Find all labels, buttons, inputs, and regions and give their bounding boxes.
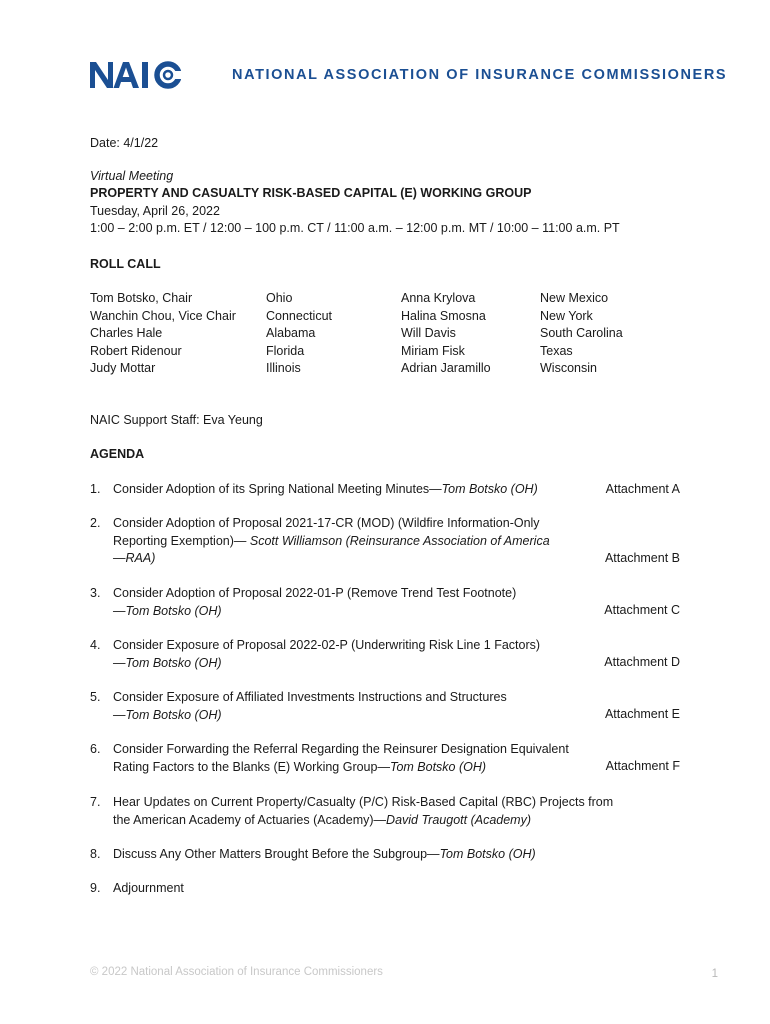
agenda-item-number: 1. [90, 482, 101, 496]
member-name: Anna Krylova [401, 291, 476, 305]
naic-logo [90, 60, 184, 90]
member-name: Wanchin Chou, Vice Chair [90, 308, 236, 323]
roll-call-names-right [401, 290, 491, 378]
meeting-date: Date: 4/1/22 [90, 136, 159, 150]
meeting-type: Virtual Meeting [90, 169, 174, 183]
agenda-item-text: Adjournment [113, 881, 184, 895]
agenda-item-attachment: Attachment A [605, 482, 680, 496]
agenda-item-presenter: Tom Botsko (OH) [439, 847, 536, 861]
agenda-heading: AGENDA [90, 447, 145, 461]
member-name: Charles Hale [90, 326, 163, 340]
member-name: Halina Smosna [401, 308, 486, 323]
agenda-item-presenter: David Traugott (Academy) [386, 812, 532, 827]
agenda-item-number: 5. [90, 690, 101, 704]
member-state: Ohio [266, 291, 293, 305]
footer-copyright: © 2022 National Association of Insurance Commissioners [90, 966, 383, 978]
agenda-item-presenter: —Tom Botsko (OH) [113, 603, 222, 618]
roll-call-heading: ROLL CALL [90, 257, 161, 271]
roll-call-names-left [90, 290, 236, 378]
member-name: Robert Ridenour [90, 343, 182, 358]
meeting-day: Tuesday, April 26, 2022 [90, 204, 220, 218]
member-name: Tom Botsko, Chair [90, 291, 193, 305]
agenda-item-attachment: Attachment B [604, 551, 680, 565]
roll-call-states-left [266, 290, 332, 378]
member-state: Illinois [266, 361, 301, 375]
support-staff: NAIC Support Staff: Eva Yeung [90, 413, 263, 427]
agenda-item-number: 7. [90, 795, 101, 809]
agenda-item-text: Consider Adoption of Proposal 2022-01-P (Remove Trend Test Footnote) —Tom Botsko (OH) [113, 586, 517, 618]
agenda-item-text: Consider Adoption of Proposal 2021-17-CR (MOD) (Wildfire Information-Only Reporting Exemption)— Scott Williamson (Reinsurance Association of America—RAA) [113, 516, 550, 565]
agenda-item-attachment: Attachment F [605, 759, 680, 773]
agenda-item-text: Hear Updates on Current Property/Casualty (P/C) Risk-Based Capital (RBC) Projects from the American Academy of Actuaries (Academy)—David Traugott (Academy) [113, 795, 614, 827]
agenda-item-presenter: —Tom Botsko (OH) [113, 655, 222, 670]
org-name: NATIONAL ASSOCIATION OF INSURANCE COMMISSIONERS [232, 67, 728, 83]
roll-call-states-right [540, 290, 623, 378]
agenda-item-number: 4. [90, 638, 101, 652]
member-state: Connecticut [266, 308, 333, 323]
meeting-title: PROPERTY AND CASUALTY RISK-BASED CAPITAL (E) WORKING GROUP [90, 186, 532, 200]
meeting-times: 1:00 – 2:00 p.m. ET / 12:00 – 100 p.m. CT / 11:00 a.m. – 12:00 p.m. MT / 10:00 – 11:00 a.m. PT [90, 221, 620, 235]
agenda-item-attachment: Attachment C [604, 603, 680, 617]
page-number: 1 [711, 968, 718, 980]
member-state: Alabama [266, 326, 316, 340]
agenda-item-text: Consider Forwarding the Referral Regarding the Reinsurer Designation Equivalent Rating Factors to the Blanks (E) Working Group—Tom Botsko (OH) [113, 742, 569, 774]
agenda-item-text: Consider Exposure of Affiliated Investments Instructions and Structures —Tom Botsko (OH) [113, 690, 507, 722]
agenda-item-number: 8. [90, 847, 101, 861]
agenda-item-presenter: —Tom Botsko (OH) [113, 707, 222, 722]
member-name: Adrian Jaramillo [401, 361, 491, 375]
agenda-item-number: 3. [90, 586, 101, 600]
agenda-item-number: 6. [90, 742, 101, 756]
agenda-item-text: Discuss Any Other Matters Brought Before the Subgroup—Tom Botsko (OH) [113, 847, 536, 861]
member-state: South Carolina [540, 326, 623, 340]
agenda-item-text: Consider Exposure of Proposal 2022-02-P (Underwriting Risk Line 1 Factors) —Tom Botsko (OH) [113, 638, 541, 670]
agenda-item-number: 2. [90, 516, 101, 530]
member-state: New Mexico [540, 291, 609, 305]
member-name: Will Davis [401, 326, 456, 340]
agenda-item-presenter: Tom Botsko (OH) [389, 759, 487, 774]
agenda-item-number: 9. [90, 881, 101, 895]
member-name: Judy Mottar [90, 361, 156, 375]
agenda-item-attachment: Attachment D [604, 655, 680, 669]
agenda-item-presenter: Scott Williamson (Reinsurance Association of America—RAA) [113, 533, 550, 565]
member-name: Miriam Fisk [401, 343, 465, 358]
member-state: Texas [540, 343, 573, 358]
member-state: Wisconsin [540, 361, 597, 375]
member-state: Florida [266, 343, 305, 358]
agenda-item-presenter: Tom Botsko (OH) [441, 482, 538, 496]
agenda-item-text: Consider Adoption of its Spring National Meeting Minutes—Tom Botsko (OH) [113, 482, 538, 496]
member-state: New York [540, 308, 593, 323]
agenda-item-attachment: Attachment E [604, 707, 680, 721]
